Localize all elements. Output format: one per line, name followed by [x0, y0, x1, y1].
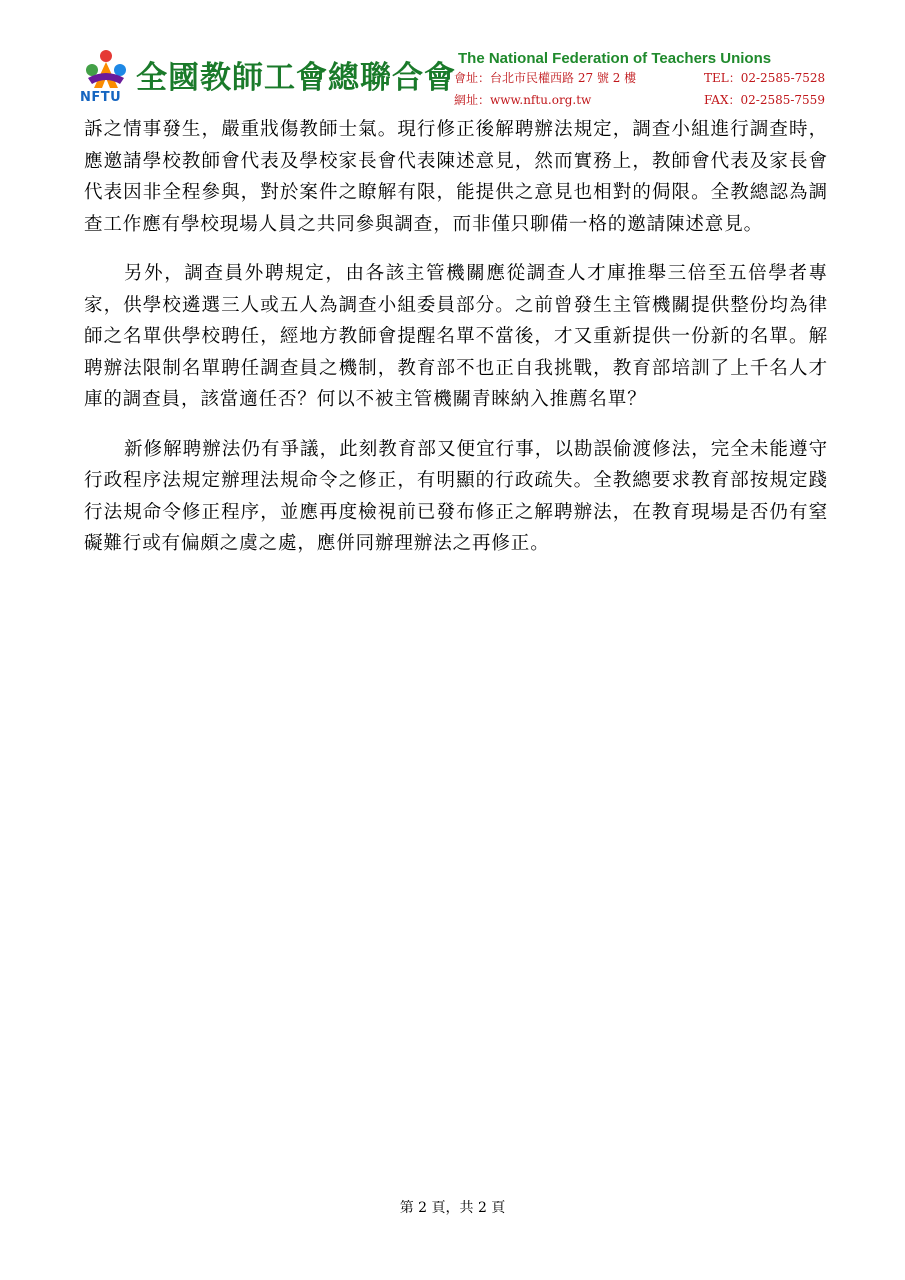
logo-acronym: NFTU [80, 90, 122, 105]
page-number: 第 2 頁，共 2 頁 [399, 1200, 506, 1216]
body-paragraph-3: 新修解聘辦法仍有爭議，此刻教育部又便宜行事，以勘誤偷渡修法，完全未能遵守行政程序法規定辦理法規命令之修正，有明顯的行政疏失。全教總要求教育部按規定踐行法規命令修正程序，並應再度檢視前已發布修正之解聘辦法，在教育現場是否仍有窒礙難行或有偏頗之虞之處，應併同辦理辦法之再修正。 [84, 438, 828, 554]
org-telephone: TEL：02-2585-7528 [704, 71, 826, 85]
org-address: 會址：台北市民權西路 27 號 2 樓 [454, 71, 637, 85]
letter-body [84, 114, 828, 578]
org-website: 網址：www.nftu.org.tw [454, 93, 592, 107]
body-paragraph-2: 另外，調查員外聘規定，由各該主管機關應從調查人才庫推舉三倍至五倍學者專家，供學校遴選三人或五人為調查小組委員部分。之前曾發生主管機關提供整份均為律師之名單供學校聘任，經地方教師會提醒名單不當後，才又重新提供一份新的名單。解聘辦法限制名單聘任調查員之機制，教育部不也正自我挑戰，教育部培訓了上千名人才庫的調查員，該當適任否？何以不被主管機關青睞納入推薦名單？ [84, 263, 828, 410]
org-name-chinese: 全國教師工會總聯合會 [136, 60, 456, 96]
org-fax: FAX：02-2585-7559 [704, 93, 825, 107]
body-paragraph-1: 訴之情事發生，嚴重戕傷教師士氣。現行修正後解聘辦法規定，調查小組進行調查時，應邀請學校教師會代表及學校家長會代表陳述意見，然而實務上，教師會代表及家長會代表因非全程參與，對於案件之瞭解有限，能提供之意見也相對的侷限。全教總認為調查工作應有學校現場人員之共同參與調查，而非僅只聊備一格的邀請陳述意見。 [84, 119, 828, 235]
letterhead [80, 46, 840, 108]
org-name-english: The National Federation of Teachers Unions [458, 50, 772, 67]
